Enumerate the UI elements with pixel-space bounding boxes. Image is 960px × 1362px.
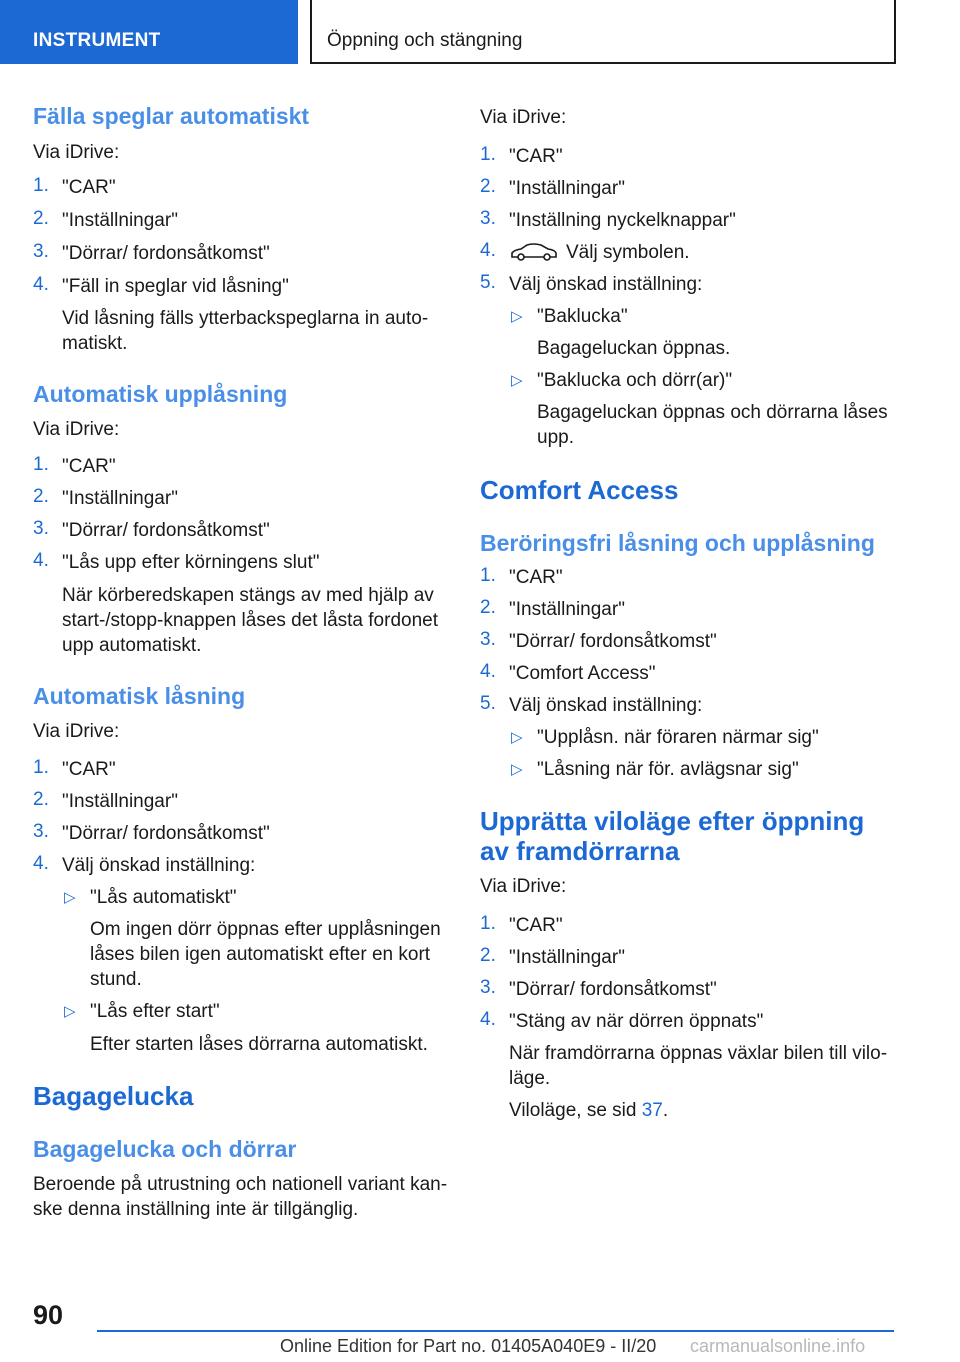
via-idrive: Via iDrive: — [33, 721, 120, 742]
via-idrive: Via iDrive: — [33, 142, 120, 163]
heading-tailgate: Bagagelucka — [33, 1081, 194, 1111]
via-idrive: Via iDrive: — [480, 107, 567, 128]
via-idrive: Via iDrive: — [480, 876, 567, 897]
edition-text: Online Edition for Part no. 01405A040E9 - II/20 — [280, 1336, 657, 1356]
bullet-icon: ▷ — [511, 729, 523, 746]
section-tab — [0, 0, 298, 64]
bullet-icon: ▷ — [511, 372, 523, 389]
bullet-icon: ▷ — [64, 889, 76, 906]
heading-tailgate-doors: Bagagelucka och dörrar — [33, 1136, 297, 1162]
heading-comfort-access: Comfort Access — [480, 475, 679, 505]
page-link[interactable]: 37 — [641, 1100, 663, 1121]
chapter-label: Öppning och stängning — [327, 30, 523, 51]
bullet-icon: ▷ — [511, 308, 523, 325]
section-label: INSTRUMENT — [33, 30, 161, 51]
via-idrive: Via iDrive: — [33, 419, 120, 440]
bullet-icon: ▷ — [511, 761, 523, 778]
page-number: 90 — [33, 1300, 64, 1330]
bullet-icon: ▷ — [64, 1003, 76, 1020]
watermark: carmanualsonline.info — [690, 1336, 866, 1356]
chapter-tab — [310, 0, 896, 64]
heading-folding-mirrors: Fälla speglar automatiskt — [33, 103, 310, 129]
heading-auto-unlock: Automatisk upplåsning — [33, 381, 288, 407]
heading-touchless: Beröringsfri låsning och upplåsning — [480, 530, 875, 556]
footer-divider — [97, 1330, 894, 1332]
heading-standby-line1: Upprätta viloläge efter öppning — [480, 806, 865, 836]
heading-standby-line2: av framdörrarna — [480, 836, 680, 866]
heading-auto-lock: Automatisk låsning — [33, 683, 246, 709]
car-key-icon — [509, 242, 559, 262]
